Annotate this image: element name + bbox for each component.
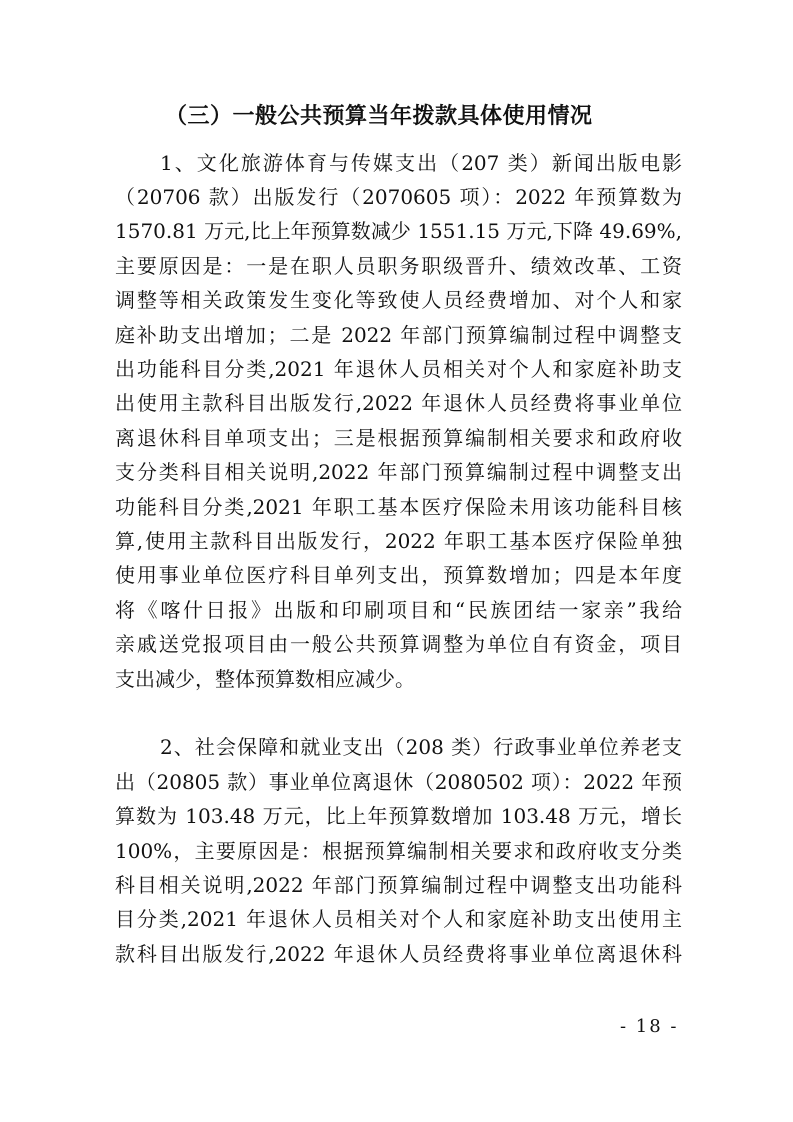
paragraph-line: 将《喀什日报》出版和印刷项目和“民族团结一家亲”我给 — [115, 598, 682, 622]
paragraph-line: 出（20805 款）事业单位离退休（2080502 项）：2022 年预 — [115, 770, 682, 794]
paragraph-line: 主要原因是：一是在职人员职务职级晋升、绩效改革、工资 — [115, 254, 682, 278]
paragraph-line: 亲戚送党报项目由一般公共预算调整为单位自有资金，项目 — [115, 632, 682, 656]
paragraph-line: 离退休科目单项支出；三是根据预算编制相关要求和政府收 — [115, 426, 682, 450]
paragraph-line: 1、文化旅游体育与传媒支出（207 类）新闻出版电影 — [160, 151, 682, 175]
paragraph-line: 庭补助支出增加；二是 2022 年部门预算编制过程中调整支 — [115, 323, 682, 347]
paragraph-line: 调整等相关政策发生变化等致使人员经费增加、对个人和家 — [115, 288, 682, 312]
paragraph-line: 支出减少，整体预算数相应减少。 — [115, 667, 415, 691]
paragraph-line: 款科目出版发行,2022 年退休人员经费将事业单位离退休科 — [115, 942, 682, 966]
section-heading: （三）一般公共预算当年拨款具体使用情况 — [165, 103, 593, 129]
paragraph-line: 目分类,2021 年退休人员相关对个人和家庭补助支出使用主 — [115, 907, 682, 931]
paragraph-line: 使用事业单位医疗科目单列支出，预算数增加；四是本年度 — [115, 563, 682, 587]
paragraph-line: （20706 款）出版发行（2070605 项）：2022 年预算数为 — [115, 185, 682, 209]
paragraph-line: 科目相关说明,2022 年部门预算编制过程中调整支出功能科 — [115, 873, 682, 897]
paragraph-line: 2、社会保障和就业支出（208 类）行政事业单位养老支 — [160, 735, 682, 759]
paragraph-line: 算,使用主款科目出版发行，2022 年职工基本医疗保险单独 — [115, 529, 682, 553]
paragraph-line: 100%，主要原因是：根据预算编制相关要求和政府收支分类 — [115, 839, 682, 863]
page-number: - 18 - — [620, 1016, 679, 1037]
paragraph-line: 功能科目分类,2021 年职工基本医疗保险未用该功能科目核 — [115, 495, 682, 519]
paragraph-line: 算数为 103.48 万元，比上年预算数增加 103.48 万元，增长 — [115, 804, 682, 828]
paragraph-line: 1570.81 万元,比上年预算数减少 1551.15 万元,下降 49.69%, — [115, 219, 682, 243]
paragraph-line: 出使用主款科目出版发行,2022 年退休人员经费将事业单位 — [115, 391, 682, 415]
paragraph-line: 支分类科目相关说明,2022 年部门预算编制过程中调整支出 — [115, 460, 682, 484]
paragraph-line: 出功能科目分类,2021 年退休人员相关对个人和家庭补助支 — [115, 357, 682, 381]
